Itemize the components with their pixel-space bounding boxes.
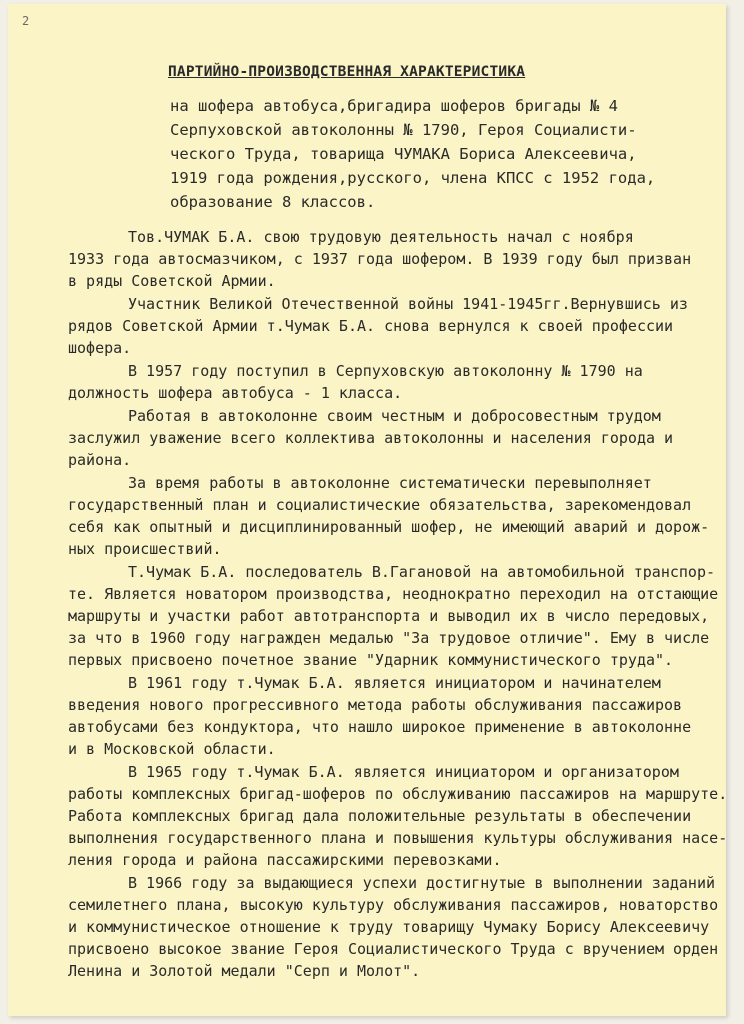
body-line: семилетнего плана, высокую культуру обслуживания пассажиров, новаторство: [68, 896, 719, 914]
body-line: выполнения государственного плана и повышения культуры обслуживания насе-: [68, 829, 728, 847]
body-line: присвоено высокое звание Героя Социалистического Труда с вручением орден: [68, 940, 719, 958]
subtitle-line: 1919 года рождения,русского, члена КПСС с 1952 года,: [170, 169, 656, 187]
body-line: рядов Советской Армии т.Чумак Б.А. снова вернулся к своей профессии: [68, 317, 674, 335]
body-paragraph: [68, 226, 728, 292]
subtitle-line: на шофера автобуса,бригадира шоферов бригады № 4: [170, 97, 618, 115]
corner-mark: 2: [22, 14, 30, 28]
body-line: За время работы в автоколонне систематически перевыполняет: [128, 474, 652, 492]
body-line: Т.Чумак Б.А. последователь В.Гагановой на автомобильной транспор-: [128, 563, 715, 581]
body-line: Работая в автоколонне своим честным и добросовестным трудом: [128, 407, 661, 425]
body-line: за что в 1960 году награжден медалью "За трудовое отличие". Ему в числе: [68, 629, 710, 647]
body-line: Участник Великой Отечественной войны 1941-1945гг.Вернувшись из: [128, 295, 688, 313]
body-line: те. Является новатором производства, неоднократно переходил на отстающие: [68, 585, 719, 603]
body-line: первых присвоено почетное звание "Ударник коммунистического труда".: [68, 651, 674, 669]
body-line: Работа комплексных бригад дала положительные результаты в обеспечении: [68, 807, 692, 825]
body-line: шофера.: [68, 339, 132, 357]
body-line: ления города и района пассажирскими перевозками.: [68, 851, 502, 869]
body-paragraph: [68, 872, 728, 982]
body-line: себя как опытный и дисциплинированный шофер, не имеющий аварий и дорож-: [68, 518, 710, 536]
body-line: автобусами без кондуктора, что нашло широкое применение в автоколонне: [68, 718, 692, 736]
body-line: маршруты и участки работ автотранспорта и выводил их в число передовых,: [68, 607, 710, 625]
body-line: В 1957 году поступил в Серпуховскую автоколонну № 1790 на: [128, 362, 643, 380]
body-paragraph: [68, 405, 728, 471]
subtitle-line: образование 8 классов.: [170, 193, 376, 211]
body-line: В 1965 году т.Чумак Б.А. является инициатором и организатором: [128, 763, 679, 781]
subtitle-line: ческого Труда, товарища ЧУМАКА Бориса Алексеевича,: [170, 145, 637, 163]
body-line: Тов.ЧУМАК Б.А. свою трудовую деятельность начал с ноября: [128, 228, 634, 246]
body-line: В 1966 году за выдающиеся успехи достигнутые в выполнении заданий: [128, 874, 715, 892]
body-line: работы комплексных бригад-шоферов по обслуживанию пассажиров на маршруте.: [68, 785, 728, 803]
body-paragraph: [68, 561, 728, 671]
subtitle-line: Серпуховской автоколонны № 1790, Героя Социалисти-: [170, 121, 637, 139]
body-line: ных происшествий.: [68, 540, 222, 558]
body-paragraph: [68, 761, 728, 871]
document-body: [68, 226, 728, 983]
body-paragraph: [68, 293, 728, 359]
body-line: В 1961 году т.Чумак Б.А. является инициатором и начинателем: [128, 674, 661, 692]
document-title: ПАРТИЙНО-ПРОИЗВОДСТВЕННАЯ ХАРАКТЕРИСТИКА: [168, 64, 526, 80]
body-paragraph: [68, 672, 728, 760]
body-line: Ленина и Золотой медали "Серп и Молот".: [68, 962, 421, 980]
body-paragraph: [68, 360, 728, 404]
body-line: района.: [68, 451, 132, 469]
body-line: государственный план и социалистические обязательства, зарекомендовал: [68, 496, 692, 514]
body-line: и в Московской области.: [68, 740, 276, 758]
body-line: в ряды Советской Армии.: [68, 272, 276, 290]
document-subtitle: [170, 94, 700, 214]
body-line: должность шофера автобуса - 1 класса.: [68, 384, 403, 402]
body-paragraph: [68, 472, 728, 560]
document-sheet: [8, 4, 726, 1016]
body-line: 1933 года автосмазчиком, с 1937 года шофером. В 1939 году был призван: [68, 250, 692, 268]
body-line: и коммунистическое отношение к труду товарищу Чумаку Борису Алексеевичу: [68, 918, 710, 936]
body-line: заслужил уважение всего коллектива автоколонны и населения города и: [68, 429, 674, 447]
body-line: введения нового прогрессивного метода работы обслуживания пассажиров: [68, 696, 683, 714]
